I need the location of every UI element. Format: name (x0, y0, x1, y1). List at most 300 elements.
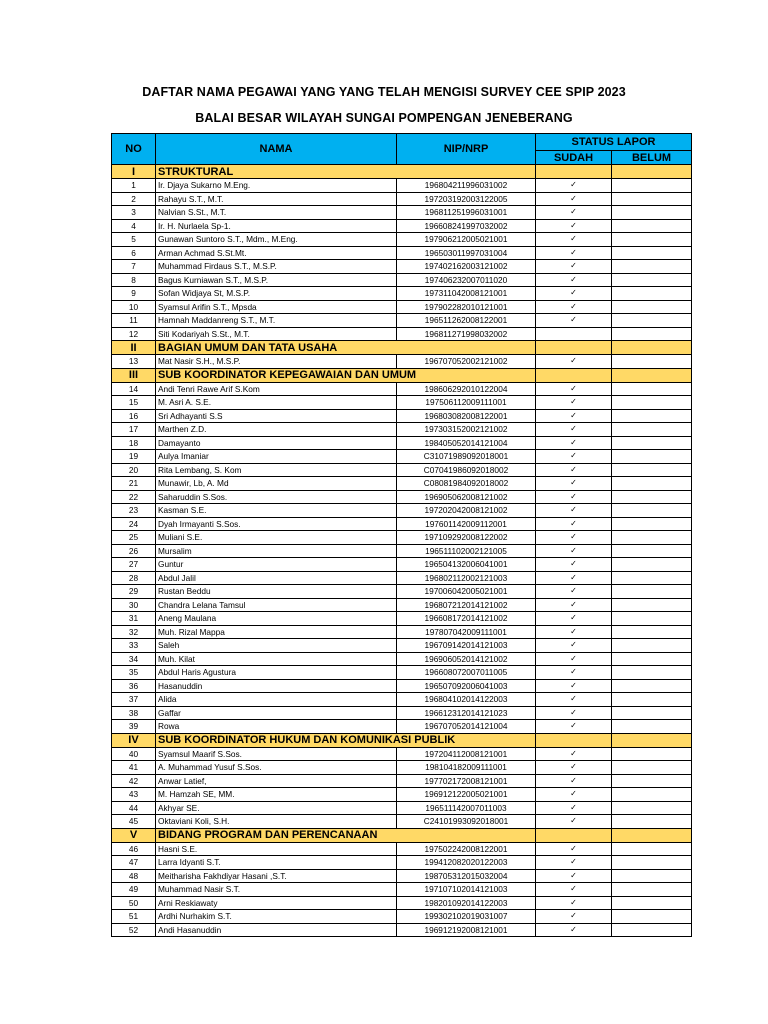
sudah-cell (536, 815, 612, 829)
employee-nip: 198201092014122003 (397, 896, 536, 910)
belum-cell (612, 436, 692, 450)
employee-name: Akhyar SE. (156, 801, 397, 815)
sudah-cell (536, 287, 612, 301)
belum-cell (612, 910, 692, 924)
row-number: 48 (112, 869, 156, 883)
check-mark-icon: ✓ (570, 193, 577, 203)
sudah-cell (536, 639, 612, 653)
employee-nip: 197807042009111001 (397, 625, 536, 639)
sudah-cell (536, 477, 612, 491)
belum-cell (612, 314, 692, 328)
row-number: 50 (112, 896, 156, 910)
table-row (112, 720, 692, 734)
check-mark-icon: ✓ (570, 180, 577, 190)
table-row (112, 355, 692, 369)
employee-nip: 197902282010121001 (397, 300, 536, 314)
check-mark-icon: ✓ (570, 748, 577, 758)
employee-name: Ir. H. Nurlaela Sp-1. (156, 219, 397, 233)
employee-name: Saleh (156, 639, 397, 653)
employee-nip: 199302102019031007 (397, 910, 536, 924)
row-number: 11 (112, 314, 156, 328)
sudah-cell (536, 233, 612, 247)
row-number: 27 (112, 558, 156, 572)
table-row (112, 706, 692, 720)
check-mark-icon: ✓ (570, 491, 577, 501)
employee-name: Mat Nasir S.H., M.S.P. (156, 355, 397, 369)
table-row (112, 923, 692, 937)
check-mark-icon: ✓ (570, 680, 577, 690)
check-mark-icon: ✓ (570, 653, 577, 663)
check-mark-icon: ✓ (570, 762, 577, 772)
table-row (112, 206, 692, 220)
row-number: 38 (112, 706, 156, 720)
check-mark-icon: ✓ (570, 924, 577, 934)
employee-name: Syamsul Arifin S.T., Mpsda (156, 300, 397, 314)
employee-name: Hasanuddin (156, 679, 397, 693)
employee-nip: C08081984092018002 (397, 477, 536, 491)
section-sudah-cell (536, 828, 612, 842)
employee-name: Mursalim (156, 544, 397, 558)
belum-cell (612, 192, 692, 206)
sudah-cell (536, 896, 612, 910)
row-number: 24 (112, 517, 156, 531)
belum-cell (612, 625, 692, 639)
employee-name: Gunawan Suntoro S.T., Mdm., M.Eng. (156, 233, 397, 247)
check-mark-icon: ✓ (570, 789, 577, 799)
table-row (112, 219, 692, 233)
check-mark-icon: ✓ (570, 356, 577, 366)
employee-nip: C31071989092018001 (397, 450, 536, 464)
belum-cell (612, 856, 692, 870)
sudah-cell (536, 883, 612, 897)
employee-name: Rowa (156, 720, 397, 734)
employee-nip: 197506112009111001 (397, 396, 536, 410)
check-mark-icon: ✓ (570, 599, 577, 609)
belum-cell (612, 639, 692, 653)
employee-name: Muhammad Nasir S.T. (156, 883, 397, 897)
sudah-cell (536, 801, 612, 815)
belum-cell (612, 300, 692, 314)
employee-nip: 196811251996031001 (397, 206, 536, 220)
employee-nip: 197202042008121002 (397, 504, 536, 518)
belum-cell (612, 774, 692, 788)
belum-cell (612, 842, 692, 856)
check-mark-icon: ✓ (570, 505, 577, 515)
employee-nip: 197502242008122001 (397, 842, 536, 856)
sudah-cell (536, 761, 612, 775)
table-row (112, 314, 692, 328)
header-status-lapor: STATUS LAPOR (536, 134, 692, 151)
row-number: 31 (112, 612, 156, 626)
employee-nip: 196709142014121003 (397, 639, 536, 653)
section-belum-cell (612, 341, 692, 355)
belum-cell (612, 273, 692, 287)
belum-cell (612, 206, 692, 220)
employee-nip: 197702172008121001 (397, 774, 536, 788)
sudah-cell (536, 436, 612, 450)
employee-nip: 197303152002121002 (397, 423, 536, 437)
section-number: IV (112, 733, 156, 747)
employee-name: Hasni S.E. (156, 842, 397, 856)
belum-cell (612, 747, 692, 761)
belum-cell (612, 396, 692, 410)
table-row (112, 558, 692, 572)
row-number: 52 (112, 923, 156, 937)
employee-name: M. Asri A. S.E. (156, 396, 397, 410)
employee-nip: 197203192003122005 (397, 192, 536, 206)
section-number: V (112, 828, 156, 842)
employee-name: Larra Idyanti S.T. (156, 856, 397, 870)
section-number: II (112, 341, 156, 355)
employee-nip: 196608072007011005 (397, 666, 536, 680)
table-row (112, 436, 692, 450)
check-mark-icon: ✓ (570, 437, 577, 447)
check-mark-icon: ✓ (570, 518, 577, 528)
section-number: III (112, 368, 156, 382)
sudah-cell (536, 355, 612, 369)
employee-name: Muhammad Firdaus S.T., M.S.P. (156, 260, 397, 274)
belum-cell (612, 869, 692, 883)
belum-cell (612, 923, 692, 937)
table-row (112, 910, 692, 924)
employee-nip: 196511102002121005 (397, 544, 536, 558)
row-number: 44 (112, 801, 156, 815)
row-number: 2 (112, 192, 156, 206)
section-title: BIDANG PROGRAM DAN PERENCANAAN (156, 828, 536, 842)
employee-name: Ardhi Nurhakim S.T. (156, 910, 397, 924)
row-number: 26 (112, 544, 156, 558)
sudah-cell (536, 314, 612, 328)
employee-name: Syamsul Maarif S.Sos. (156, 747, 397, 761)
row-number: 12 (112, 327, 156, 341)
row-number: 18 (112, 436, 156, 450)
check-mark-icon: ✓ (570, 301, 577, 311)
employee-name: Arni Reskiawaty (156, 896, 397, 910)
section-title: STRUKTURAL (156, 165, 536, 179)
employee-name: Sofan Widjaya St, M.S.P. (156, 287, 397, 301)
employee-name: Marthen Z.D. (156, 423, 397, 437)
employee-nip: 196804211996031002 (397, 179, 536, 193)
check-mark-icon: ✓ (570, 572, 577, 582)
employee-name: Aneng Maulana (156, 612, 397, 626)
row-number: 17 (112, 423, 156, 437)
employee-name: Andi Hasanuddin (156, 923, 397, 937)
section-title: BAGIAN UMUM DAN TATA USAHA (156, 341, 536, 355)
employee-name: Kasman S.E. (156, 504, 397, 518)
employee-nip: 196612312014121023 (397, 706, 536, 720)
table-row (112, 327, 692, 341)
employee-name: Chandra Lelana Tamsul (156, 598, 397, 612)
employee-nip: 198405052014121004 (397, 436, 536, 450)
sudah-cell (536, 450, 612, 464)
employee-name: Damayanto (156, 436, 397, 450)
sudah-cell (536, 544, 612, 558)
section-title: SUB KOORDINATOR HUKUM DAN KOMUNIKASI PUBLIK (156, 733, 536, 747)
check-mark-icon: ✓ (570, 857, 577, 867)
table-row (112, 531, 692, 545)
table-row (112, 585, 692, 599)
sudah-cell (536, 612, 612, 626)
belum-cell (612, 327, 692, 341)
row-number: 14 (112, 382, 156, 396)
table-row (112, 260, 692, 274)
employee-name: Meitharisha Fakhdiyar Hasani ,S.T. (156, 869, 397, 883)
check-mark-icon: ✓ (570, 816, 577, 826)
belum-cell (612, 612, 692, 626)
table-row (112, 679, 692, 693)
employee-nip: 196811271998032002 (397, 327, 536, 341)
employee-nip: 196905062008121002 (397, 490, 536, 504)
employee-nip: 196802112002121003 (397, 571, 536, 585)
sudah-cell (536, 531, 612, 545)
sudah-cell (536, 423, 612, 437)
table-body (112, 165, 692, 937)
sudah-cell (536, 679, 612, 693)
table-row (112, 409, 692, 423)
sudah-cell (536, 571, 612, 585)
employee-name: Dyah Irmayanti S.Sos. (156, 517, 397, 531)
employee-nip: 196912192008121001 (397, 923, 536, 937)
employee-nip: 197402162003121002 (397, 260, 536, 274)
employee-name: Hamnah Maddanreng S.T., M.T. (156, 314, 397, 328)
belum-cell (612, 246, 692, 260)
employee-nip: 196707052014121004 (397, 720, 536, 734)
employee-nip: 196507092006041003 (397, 679, 536, 693)
sudah-cell (536, 856, 612, 870)
table-row (112, 625, 692, 639)
sudah-cell (536, 179, 612, 193)
check-mark-icon: ✓ (570, 911, 577, 921)
section-sudah-cell (536, 368, 612, 382)
table-row (112, 571, 692, 585)
section-belum-cell (612, 733, 692, 747)
check-mark-icon: ✓ (570, 220, 577, 230)
sudah-cell (536, 192, 612, 206)
employee-nip: 196803082008122001 (397, 409, 536, 423)
table-row (112, 423, 692, 437)
belum-cell (612, 679, 692, 693)
employee-name: Rahayu S.T., M.T. (156, 192, 397, 206)
sudah-cell (536, 666, 612, 680)
header-no: NO (112, 134, 156, 165)
check-mark-icon: ✓ (570, 288, 577, 298)
sudah-cell (536, 923, 612, 937)
belum-cell (612, 517, 692, 531)
document-title: DAFTAR NAMA PEGAWAI YANG YANG TELAH MENGISI SURVEY CEE SPIP 2023 (142, 85, 626, 99)
table-row (112, 842, 692, 856)
row-number: 10 (112, 300, 156, 314)
employee-name: Munawir, Lb, A. Md (156, 477, 397, 491)
belum-cell (612, 896, 692, 910)
row-number: 47 (112, 856, 156, 870)
check-mark-icon: ✓ (570, 464, 577, 474)
row-number: 30 (112, 598, 156, 612)
sudah-cell (536, 585, 612, 599)
table-row (112, 774, 692, 788)
header-sudah: SUDAH (536, 151, 612, 165)
section-title: SUB KOORDINATOR KEPEGAWAIAN DAN UMUM (156, 368, 536, 382)
employee-name: Saharuddin S.Sos. (156, 490, 397, 504)
check-mark-icon: ✓ (570, 545, 577, 555)
sudah-cell (536, 206, 612, 220)
employee-name: Muh. Kilat (156, 652, 397, 666)
employee-name: Rustan Beddu (156, 585, 397, 599)
table-row (112, 396, 692, 410)
table-row (112, 869, 692, 883)
employee-name: Ir. Djaya Sukarno M.Eng. (156, 179, 397, 193)
row-number: 51 (112, 910, 156, 924)
header-nama: NAMA (156, 134, 397, 165)
check-mark-icon: ✓ (570, 870, 577, 880)
table-row (112, 639, 692, 653)
check-mark-icon: ✓ (570, 478, 577, 488)
employee-name: Bagus Kurniawan S.T., M.S.P. (156, 273, 397, 287)
row-number: 9 (112, 287, 156, 301)
belum-cell (612, 463, 692, 477)
header-nip: NIP/NRP (397, 134, 536, 165)
table-row (112, 693, 692, 707)
employee-nip: 197406232007011020 (397, 273, 536, 287)
employee-name: M. Hamzah SE, MM. (156, 788, 397, 802)
section-belum-cell (612, 165, 692, 179)
row-number: 13 (112, 355, 156, 369)
table-row (112, 815, 692, 829)
table-row (112, 666, 692, 680)
belum-cell (612, 450, 692, 464)
table-row (112, 788, 692, 802)
table-row (112, 801, 692, 815)
check-mark-icon: ✓ (570, 640, 577, 650)
belum-cell (612, 382, 692, 396)
row-number: 45 (112, 815, 156, 829)
row-number: 21 (112, 477, 156, 491)
section-row (112, 341, 692, 355)
table-row (112, 179, 692, 193)
row-number: 39 (112, 720, 156, 734)
row-number: 6 (112, 246, 156, 260)
belum-cell (612, 409, 692, 423)
header-belum: BELUM (612, 151, 692, 165)
employee-name: Anwar Latief, (156, 774, 397, 788)
table-row (112, 192, 692, 206)
sudah-cell (536, 910, 612, 924)
row-number: 5 (112, 233, 156, 247)
row-number: 22 (112, 490, 156, 504)
table-row (112, 477, 692, 491)
belum-cell (612, 423, 692, 437)
belum-cell (612, 666, 692, 680)
table-row (112, 747, 692, 761)
belum-cell (612, 287, 692, 301)
check-mark-icon: ✓ (570, 532, 577, 542)
row-number: 25 (112, 531, 156, 545)
belum-cell (612, 260, 692, 274)
employee-nip: 197311042008121001 (397, 287, 536, 301)
belum-cell (612, 801, 692, 815)
sudah-cell (536, 558, 612, 572)
employee-nip: 196503011997031004 (397, 246, 536, 260)
check-mark-icon: ✓ (570, 274, 577, 284)
employee-nip: 196707052002121002 (397, 355, 536, 369)
employee-name: Muliani S.E. (156, 531, 397, 545)
section-row (112, 368, 692, 382)
belum-cell (612, 477, 692, 491)
section-row (112, 733, 692, 747)
section-belum-cell (612, 368, 692, 382)
employee-nip: 197204112008121001 (397, 747, 536, 761)
row-number: 37 (112, 693, 156, 707)
sudah-cell (536, 219, 612, 233)
employee-nip: 196807212014121002 (397, 598, 536, 612)
sudah-cell (536, 747, 612, 761)
row-number: 35 (112, 666, 156, 680)
check-mark-icon: ✓ (570, 247, 577, 257)
employee-name: A. Muhammad Yusuf S.Sos. (156, 761, 397, 775)
row-number: 32 (112, 625, 156, 639)
check-mark-icon: ✓ (570, 667, 577, 677)
sudah-cell (536, 260, 612, 274)
employee-nip: 197109292008122002 (397, 531, 536, 545)
belum-cell (612, 652, 692, 666)
employee-nip: 197006042005021001 (397, 585, 536, 599)
table-row (112, 517, 692, 531)
sudah-cell (536, 504, 612, 518)
belum-cell (612, 544, 692, 558)
section-sudah-cell (536, 165, 612, 179)
employee-nip: 199412082020122003 (397, 856, 536, 870)
row-number: 33 (112, 639, 156, 653)
sudah-cell (536, 273, 612, 287)
section-sudah-cell (536, 341, 612, 355)
sudah-cell (536, 842, 612, 856)
document-subtitle: BALAI BESAR WILAYAH SUNGAI POMPENGAN JENEBERANG (195, 111, 573, 125)
sudah-cell (536, 490, 612, 504)
employee-nip: 196511262008122001 (397, 314, 536, 328)
row-number: 29 (112, 585, 156, 599)
belum-cell (612, 706, 692, 720)
check-mark-icon: ✓ (570, 843, 577, 853)
row-number: 34 (112, 652, 156, 666)
row-number: 3 (112, 206, 156, 220)
sudah-cell (536, 598, 612, 612)
sudah-cell (536, 774, 612, 788)
table-row (112, 382, 692, 396)
row-number: 28 (112, 571, 156, 585)
sudah-cell (536, 246, 612, 260)
sudah-cell (536, 300, 612, 314)
table-row (112, 896, 692, 910)
table-row (112, 300, 692, 314)
sudah-cell (536, 693, 612, 707)
table-row (112, 233, 692, 247)
employee-name: Oktaviani Koli, S.H. (156, 815, 397, 829)
sudah-cell (536, 652, 612, 666)
employee-name: Arman Achmad S.St.Mt. (156, 246, 397, 260)
check-mark-icon: ✓ (570, 721, 577, 731)
table-row (112, 490, 692, 504)
check-mark-icon: ✓ (570, 559, 577, 569)
sudah-cell (536, 409, 612, 423)
check-mark-icon: ✓ (570, 897, 577, 907)
row-number: 4 (112, 219, 156, 233)
employee-nip: 196608172014121002 (397, 612, 536, 626)
row-number: 23 (112, 504, 156, 518)
employee-name: Abdul Jalil (156, 571, 397, 585)
check-mark-icon: ✓ (570, 397, 577, 407)
employee-nip: 196511142007011003 (397, 801, 536, 815)
table-row (112, 652, 692, 666)
table-row (112, 246, 692, 260)
